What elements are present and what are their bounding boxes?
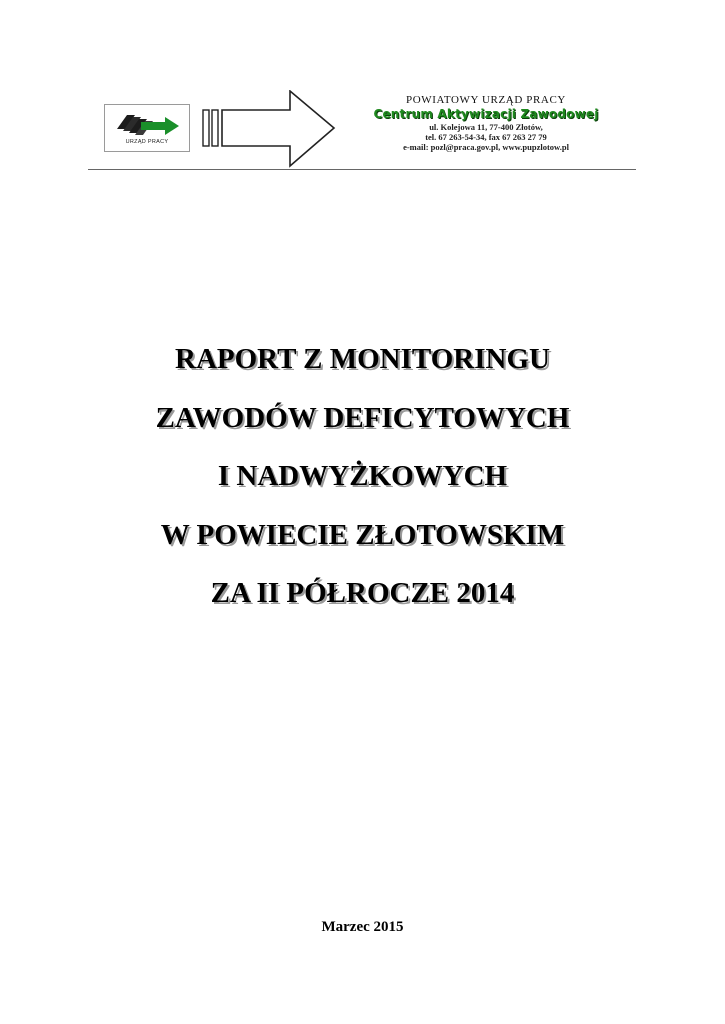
urzad-pracy-logo xyxy=(104,104,190,152)
title-line: RAPORT Z MONITORINGU xyxy=(175,343,550,375)
org-address: ul. Kolejowa 11, 77-400 Złotów, xyxy=(429,122,543,132)
report-title xyxy=(40,330,685,623)
big-right-arrow-icon xyxy=(202,90,338,168)
organization-block xyxy=(336,94,636,152)
title-line: W POWIECIE ZŁOTOWSKIM xyxy=(160,518,565,551)
org-contact: e-mail: pozl@praca.gov.pl, www.pupzlotow.pl xyxy=(403,142,569,152)
org-name: POWIATOWY URZĄD PRACY xyxy=(406,94,566,106)
title-line: ZA II PÓŁROCZE 2014 xyxy=(210,577,515,609)
letterhead xyxy=(88,86,636,170)
report-date: Marzec 2015 xyxy=(321,919,404,935)
org-phones: tel. 67 263-54-34, fax 67 263 27 79 xyxy=(425,132,547,142)
centre-name: Centrum Aktywizacji Zawodowej xyxy=(373,107,599,121)
title-line: ZAWODÓW DEFICYTOWYCH xyxy=(155,401,570,434)
logo-caption: URZĄD PRACY xyxy=(125,139,169,145)
title-line: I NADWYŻKOWYCH xyxy=(217,460,508,492)
header-divider xyxy=(88,169,636,170)
